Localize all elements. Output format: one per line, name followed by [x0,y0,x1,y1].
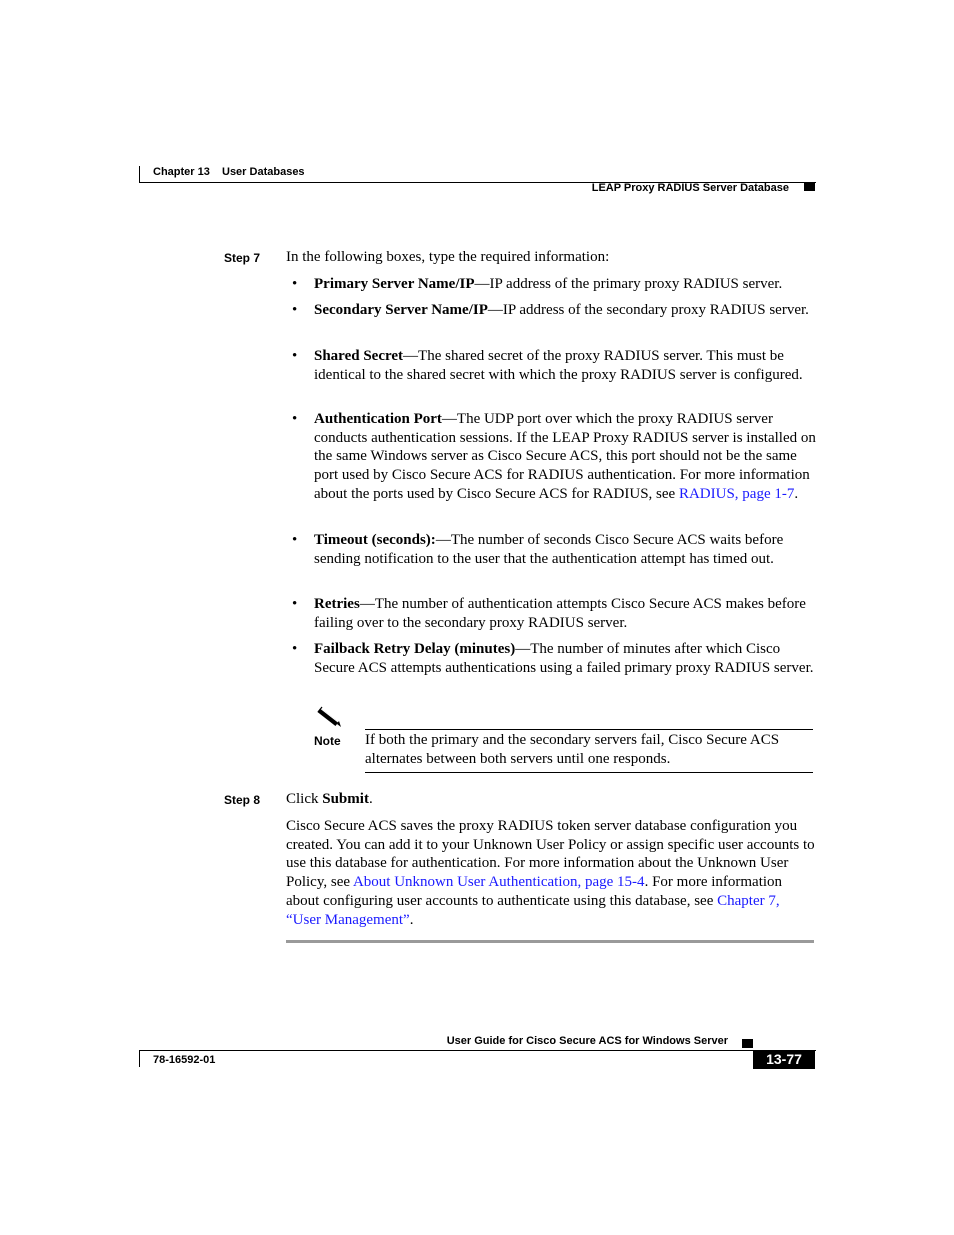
desc-authentication-port-end: . [794,485,799,502]
desc-primary-server: —IP address of the primary proxy RADIUS server. [474,276,783,292]
list-item-authentication-port [314,410,816,504]
desc-retries: —The number of authentication attempts Cisco Secure ACS makes before failing over to the secondary proxy RADIUS server. [314,596,806,631]
link-radius-page[interactable]: RADIUS, page 1-7 [678,485,795,502]
pencil-icon [317,706,343,728]
bullet-icon: • [292,641,298,657]
footer-guide-title: User Guide for Cisco Secure ACS for Windows Server [446,1035,728,1047]
term-authentication-port: Authentication Port [314,411,442,427]
header-chapter: Chapter 13 [153,166,210,178]
list-item-shared-secret [314,347,816,384]
link-unknown-user-auth[interactable]: About Unknown User Authentication, page 15-4 [352,874,645,891]
desc-authentication-port: —The UDP port over which the proxy RADIUS server conducts authentication sessions. If the LEAP Proxy RADIUS server is installed on the same Windows server as Cisco Secure ACS, this port should not be the same port used by Cisco Secure ACS for RADIUS authentication. For more information about the ports used by Cisco Secure ACS for RADIUS, see [314,411,816,502]
list-item-primary-server [314,275,816,294]
bullet-icon: • [292,302,298,318]
term-secondary-server: Secondary Server Name/IP [314,302,488,318]
desc-shared-secret: —The shared secret of the proxy RADIUS server. This must be identical to the shared secret with which the proxy RADIUS server is configured. [314,348,803,383]
note-rule-top [365,729,813,730]
note-rule-bottom [365,772,813,773]
footer-rule-vertical [139,1050,140,1067]
step-8-label: Step 8 [224,793,261,807]
step-8-click-after: . [368,791,373,807]
list-item-failback [314,640,816,677]
footer-rule [139,1050,816,1051]
section-end-rule [286,940,814,943]
paragraph-part-1: Cisco Secure ACS saves the proxy RADIUS token server database configuration you created. You can add it to your Unknown User Policy or assign specific user accounts to use this database for authentication. For more information about the Unknown User Policy, see [286,818,815,891]
bullet-icon: • [292,532,298,548]
desc-timeout: —The number of seconds Cisco Secure ACS waits before sending notification to the user that the authentication attempt has timed out. [314,532,784,567]
submit-target: Submit [322,791,369,807]
bullet-icon: • [292,348,298,364]
header-marker-block [804,182,815,191]
desc-failback: —The number of minutes after which Cisco Secure ACS attempts authentications using a failed primary proxy RADIUS server. [314,641,814,676]
footer-doc-number: 78-16592-01 [153,1054,216,1066]
list-item-timeout [314,531,816,568]
bullet-icon: • [292,596,298,612]
desc-secondary-server: —IP address of the secondary proxy RADIUS server. [487,302,809,318]
term-primary-server: Primary Server Name/IP [314,276,475,292]
step-8-paragraph [286,817,816,929]
header-chapter-title: User Databases [222,166,305,178]
step-8-click-text: Click [286,791,323,807]
list-item-secondary-server [314,301,816,320]
term-failback: Failback Retry Delay (minutes) [314,641,516,657]
header-section: LEAP Proxy RADIUS Server Database [591,182,789,194]
step-8-instruction [286,790,816,809]
list-item-retries [314,595,816,632]
paragraph-part-3: . [409,911,414,928]
note-text: If both the primary and the secondary servers fail, Cisco Secure ACS alternates between both servers until one responds. [365,732,780,767]
step-7-intro: In the following boxes, type the required information: [286,249,610,265]
paragraph-part-2: . For more information about configuring user accounts to authenticate using this database, see [286,874,783,909]
header-rule-vertical [139,166,140,183]
note-label: Note [314,734,341,748]
step-7-label: Step 7 [224,251,261,265]
footer-marker-block [742,1039,753,1048]
term-retries: Retries [314,596,360,612]
link-user-management[interactable]: Chapter 7, “User Management” [286,892,780,928]
page-number: 13-77 [766,1051,802,1067]
bullet-icon: • [292,411,298,427]
term-shared-secret: Shared Secret [314,348,404,364]
term-timeout: Timeout (seconds): [314,532,436,548]
bullet-icon: • [292,276,298,292]
